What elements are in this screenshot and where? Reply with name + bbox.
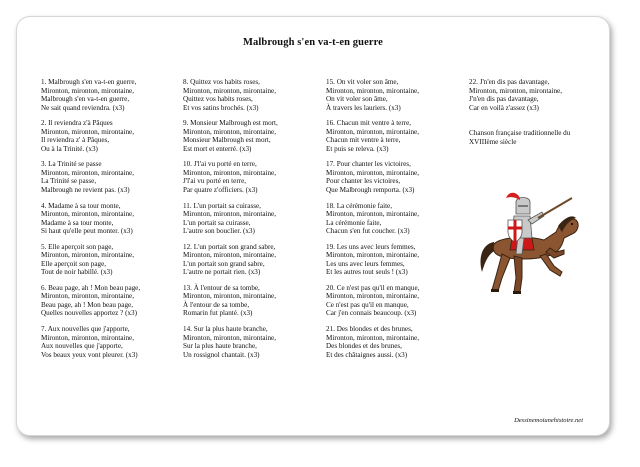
verse-line: Mironton, mironton, mirontaine, [326,251,420,260]
verse-line: Mironton, mironton, mirontaine, [41,333,135,342]
verse-line: Mironton, mironton, mirontaine, [326,86,420,95]
verse-line: Mironton, mironton, mirontaine, [326,292,420,301]
verse-line: 17. Pour chanter les victoires, [326,160,411,169]
verse-block [41,78,181,112]
verse-line: Mironton, mironton, mirontaine, [41,86,135,95]
verse-block [326,119,466,153]
verse-block [41,243,181,277]
verse-line: Mironton, mironton, mirontaine, [326,210,420,219]
verse-line: Elle aperçoit son page, [41,259,107,268]
verse-line: 5. Elle aperçoit son page, [41,242,114,251]
verse-block [41,325,181,359]
verse-line: Mironton, mironton, mirontaine, [183,333,277,342]
verse-line: Mironton, mironton, mirontaine, [326,333,420,342]
verse-line: Vos beaux yeux vont pleurer. (x3) [41,350,138,359]
verse-line: Mironton, mironton, mirontaine, [469,86,563,95]
verse-line: 14. Sur la plus haute branche, [183,325,268,334]
verse-line: 10. J'l'ai vu porté en terre, [183,160,257,169]
verse-line: Mironton, mironton, mirontaine, [41,210,135,219]
verse-line: Mironton, mironton, mirontaine, [326,168,420,177]
verse-block [41,160,181,194]
verse-line: Malbrough s'en va-t-en guerre, [41,95,130,103]
verse-line: 1. Malbrough s'en va-t-en guerre, [41,78,137,86]
verse-line: Des blondes et des brunes, [326,342,402,351]
verse-line: L'autre ne portait rien. (x3) [183,268,261,277]
verse-line: Mironton, mironton, mirontaine, [41,168,135,177]
song-credit [469,129,619,146]
verse-line: 12. L'un portait son grand sabre, [183,242,276,251]
verse-line: Mironton, mironton, mirontaine, [41,292,135,301]
website-credit: Dessinemoiunehistoire.net [514,417,583,424]
verse-line: 18. La cérémonie faite, [326,201,393,210]
verse-line: À travers les lauriers. (x3) [326,103,401,112]
verse-line: Mironton, mironton, mirontaine, [183,86,277,95]
verse-line: Malbrough ne revient pas. (x3) [41,185,130,194]
verse-line: 9. Monsieur Malbrough est mort, [183,119,278,128]
verse-block [41,284,181,318]
page-title: Malbrough s'en va-t-en guerre [243,37,383,48]
verse-line: 21. Des blondes et des brunes, [326,325,413,334]
verse-block [326,202,466,236]
verse-line: Ne sait quand reviendra. (x3) [41,103,125,112]
verse-line: L'un portait sa cuirasse, [183,218,251,227]
verse-line: Tout de noir habillé. (x3) [41,268,113,277]
verse-line: Mironton, mironton, mirontaine, [183,251,277,260]
verse-column-1 [41,78,181,366]
verse-block [326,78,466,112]
verse-line: Quittez vos habits roses, [183,95,253,103]
verse-block [326,284,466,318]
verse-block [41,119,181,153]
verse-line: Mironton, mironton, mirontaine, [183,292,277,301]
verse-line: Et vos satins brochés. (x3) [183,103,259,112]
verse-line: La Trinité se passe, [41,177,97,186]
verse-line: 2. Il reviendra z'à Pâques [41,119,113,128]
verse-line: Il reviendra z' à Pâques, [41,136,110,145]
verse-line: 19. Les uns avec leurs femmes, [326,242,416,251]
verse-block [326,325,466,359]
verse-line: Mironton, mironton, mirontaine, [41,251,135,260]
verse-block [326,160,466,194]
verse-line: Mironton, mironton, mirontaine, [183,210,277,219]
verse-line: Beau page, ah ! Mon beau page, [41,300,133,309]
verse-line: On vit voler son âme, [326,95,388,103]
credit-line: Chanson française traditionnelle du [469,129,571,137]
verse-line: Ou à la Trinité. (x3) [41,144,98,153]
verse-line: Par quatre z'officiers. (x3) [183,185,258,194]
verse-block [326,243,466,277]
credit-line: XVIIIème siècle [469,137,517,146]
verse-block [183,119,323,153]
verse-line: 7. Aux nouvelles que j'apporte, [41,325,130,334]
verse-line: Aux nouvelles que j'apporte, [41,342,123,351]
verse-column-2 [183,78,323,366]
verse-line: 3. La Trinité se passe [41,160,102,169]
verse-line: 15. On vit voler son âme, [326,78,399,86]
verse-block [183,243,323,277]
verse-block [183,284,323,318]
verse-line: Si haut qu'elle peut monter. (x3) [41,227,133,236]
verse-line: À l'entour de sa tombe, [183,300,250,309]
verse-block [183,202,323,236]
verse-line: Chacun s'en fut coucher. (x3) [326,227,410,236]
verse-line: Un rossignol chantait. (x3) [183,350,260,359]
verse-line: 8. Quittez vos habits roses, [183,78,260,86]
verse-line: Car en voilà z'assez (x3) [469,103,539,112]
verse-line: L'autre son bouclier. (x3) [183,227,255,236]
verse-line: Et des châtaignes aussi. (x3) [326,350,408,359]
verse-line: Pour chanter les victoires, [326,177,401,186]
verse-line: 22. J'n'en dis pas davantage, [469,78,550,86]
verse-block [183,325,323,359]
verse-line: 4. Madame à sa tour monte, [41,201,121,210]
verse-block [183,78,323,112]
verse-line: Chacun mit ventre à terre, [326,136,401,145]
verse-line: Monsieur Malbrough est mort, [183,136,271,145]
verse-line: 13. À l'entour de sa tombe, [183,283,260,292]
verse-line: Romarin fut planté. (x3) [183,309,253,318]
verse-line: Mironton, mironton, mirontaine, [183,168,277,177]
verse-line: Quelles nouvelles apportez ? (x3) [41,309,137,318]
verse-line: 6. Beau page, ah ! Mon beau page, [41,283,141,292]
verse-line: 11. L'un portait sa cuirasse, [183,201,261,210]
verse-line: Ce n'est pas qu'il en manque, [326,300,409,309]
verse-line: J'l'ai vu porté en terre, [183,177,247,186]
knight-on-horse-illustration [472,192,584,304]
verse-line: Sur la plus haute branche, [183,342,257,351]
verse-line: Mironton, mironton, mirontaine, [183,127,277,136]
verse-line: Mironton, mironton, mirontaine, [41,127,135,136]
verse-line: Que Malbrough remporta. (x3) [326,185,415,194]
verse-line: Et puis se releva. (x3) [326,144,389,153]
verse-line: Les uns avec leurs femmes, [326,259,405,268]
verse-column-3 [326,78,466,366]
verse-line: 20. Ce n'est pas qu'il en manque, [326,283,420,292]
verse-block [183,160,323,194]
verse-line: L'un portait son grand sabre, [183,259,265,268]
verse-block [469,78,609,112]
verse-line: La cérémonie faite, [326,218,382,227]
verse-line: Car j'en connais beaucoup. (x3) [326,309,417,318]
verse-line: 16. Chacun mit ventre à terre, [326,119,412,128]
verse-line: Madame à sa tour monte, [41,218,114,227]
verse-line: Et les autres tout seuls ! (x3) [326,268,408,277]
verse-line: Est mort et enterré. (x3) [183,144,252,153]
verse-line: Mironton, mironton, mirontaine, [326,127,420,136]
verse-line: J'n'en dis pas davantage, [469,95,539,103]
verse-column-4 [469,78,609,119]
verse-block [41,202,181,236]
song-sheet [16,16,610,436]
